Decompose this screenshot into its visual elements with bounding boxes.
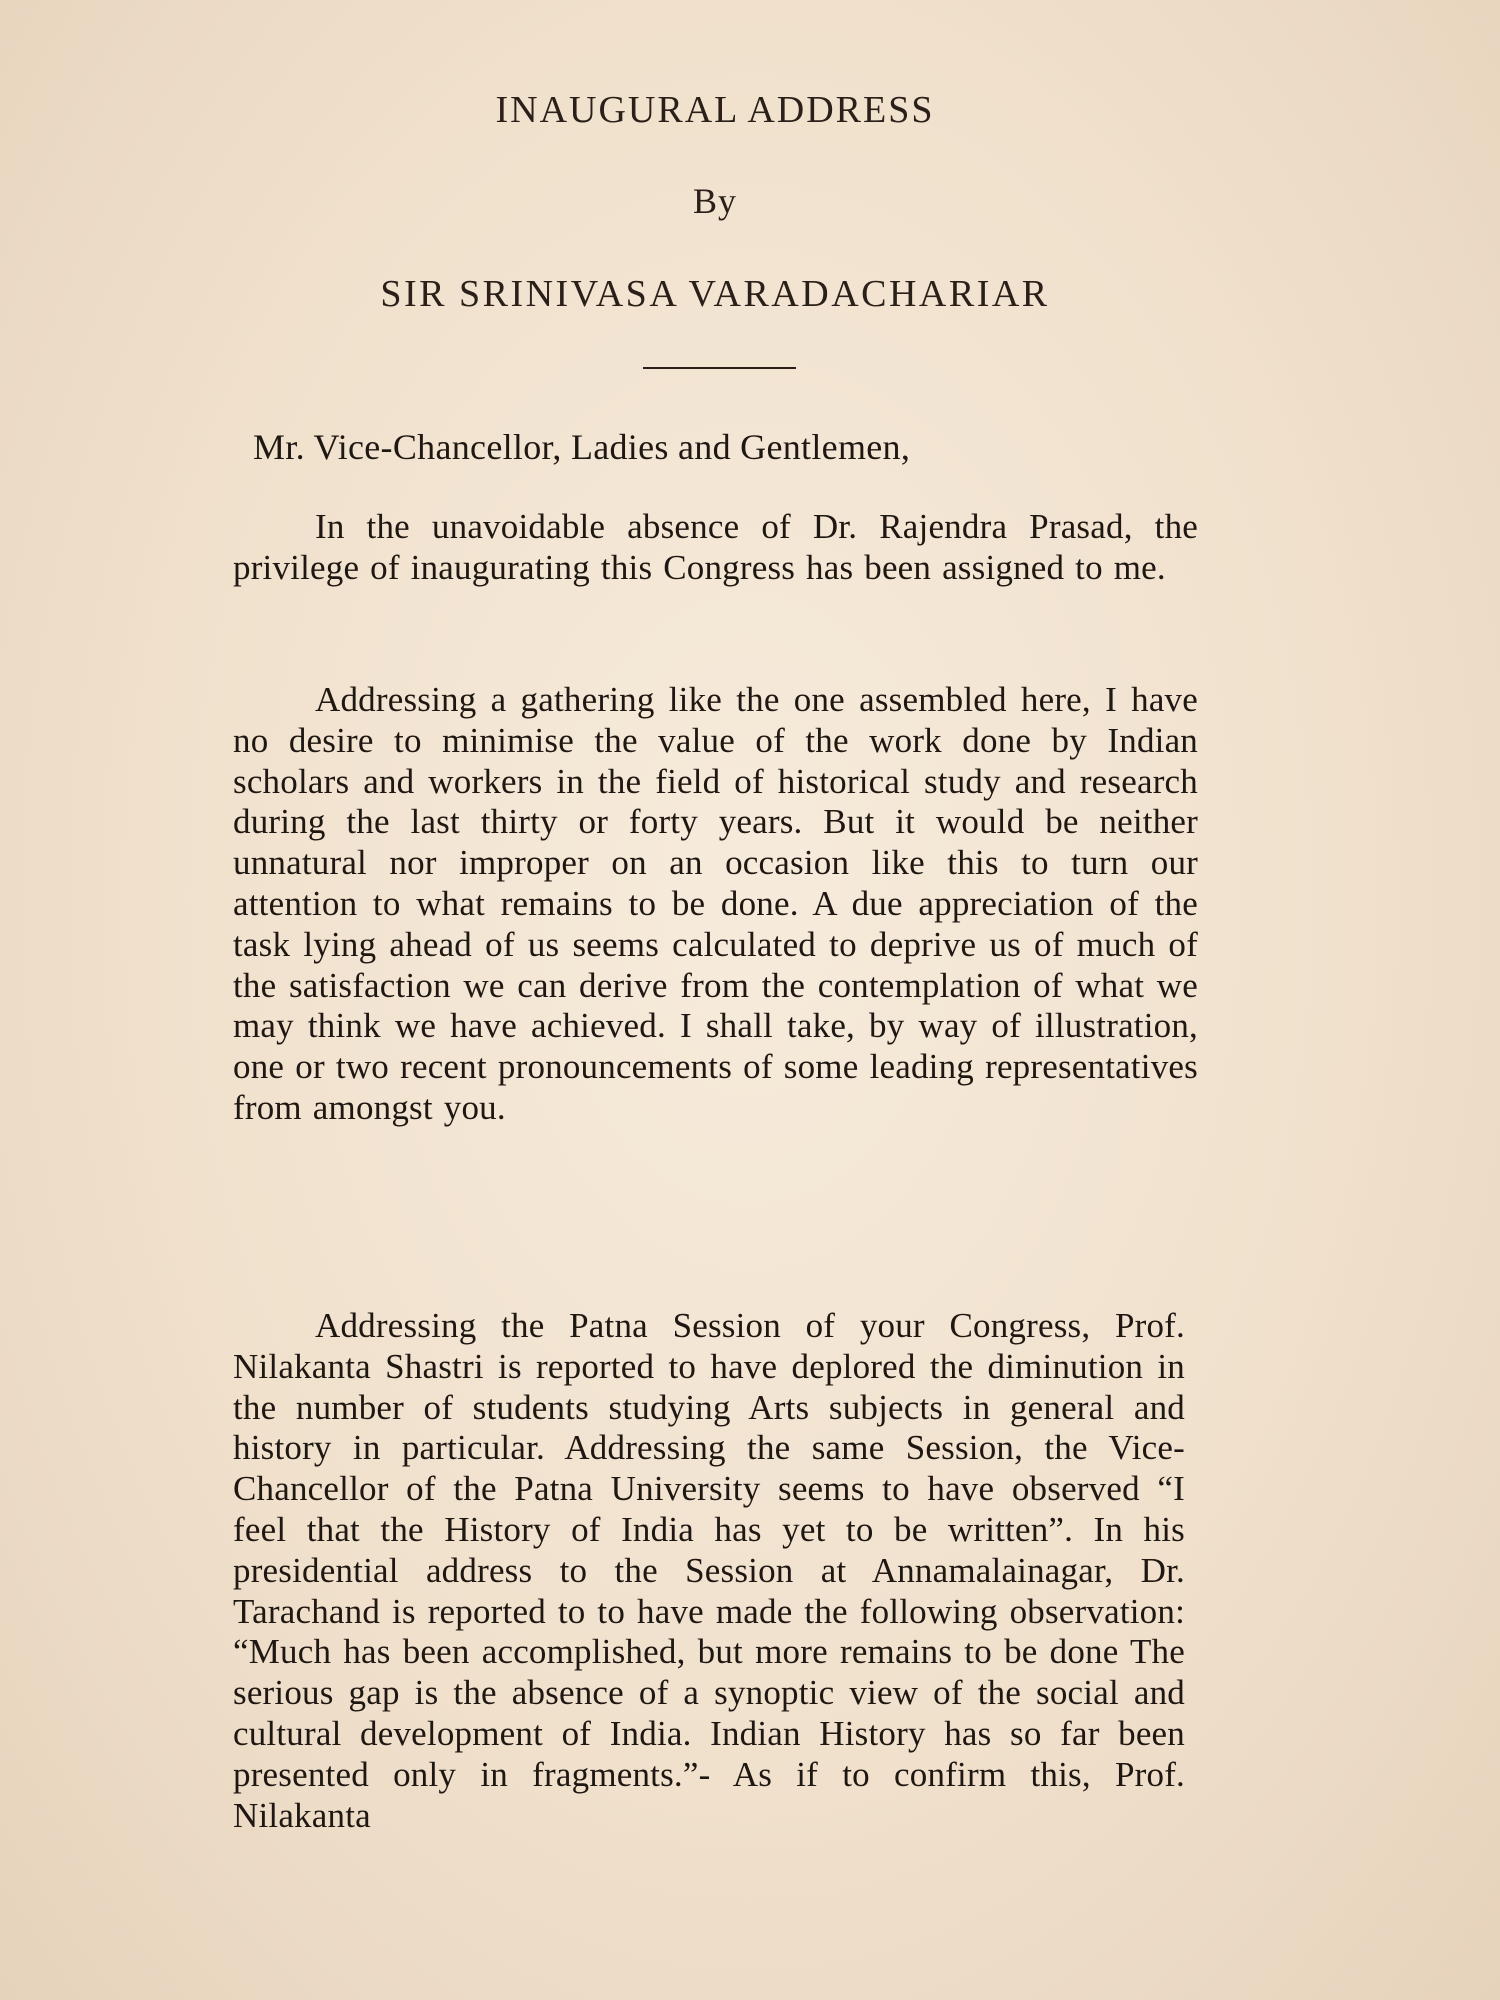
salutation: Mr. Vice-Chancellor, Ladies and Gentlemen, (253, 427, 911, 467)
paragraph-1: In the unavoidable absence of Dr. Rajendra Prasad, the privilege of inaugurating this Congress has been assigned to me. (233, 507, 1198, 587)
paragraph-2: Addressing a gathering like the one assembled here, I have no desire to minimise the value of the work done by Indian scholars and workers in the field of historical study and research during the last thirty or forty years. But it would be neither unnatural nor improper on an occasion like this to turn our attention to what remains to be done. A due appreciation of the task lying ahead of us seems calculated to deprive us of much of the satisfaction we can derive from the contemplation of what we may think we have achieved. I shall take, by way of illustration, one or two recent pronouncements of some leading representatives from amongst you. (233, 680, 1198, 1127)
byline: By (692, 181, 737, 221)
paragraph-3: Addressing the Patna Session of your Congress, Prof. Nilakanta Shastri is reported to have deplored the diminution in the number of students studying Arts subjects in general and history in particular. Addressing the same Session, the Vice-Chancellor of the Patna University seems to have observed “I feel that the History of India has yet to be written”. In his presidential address to the Session at Annamalainagar, Dr. Tarachand is reported to to have made the following observation: “Much has been accomplished, but more remains to be done The serious gap is the absence of a synoptic view of the social and cultural development of India. Indian History has so far been presented only in fragments.”- As if to confirm this, Prof. Nilakanta (233, 1306, 1185, 1835)
author-name: SIR SRINIVASA VARADACHARIAR (380, 273, 1050, 315)
title-divider (643, 367, 796, 369)
document-title: INAUGURAL ADDRESS (495, 89, 935, 131)
